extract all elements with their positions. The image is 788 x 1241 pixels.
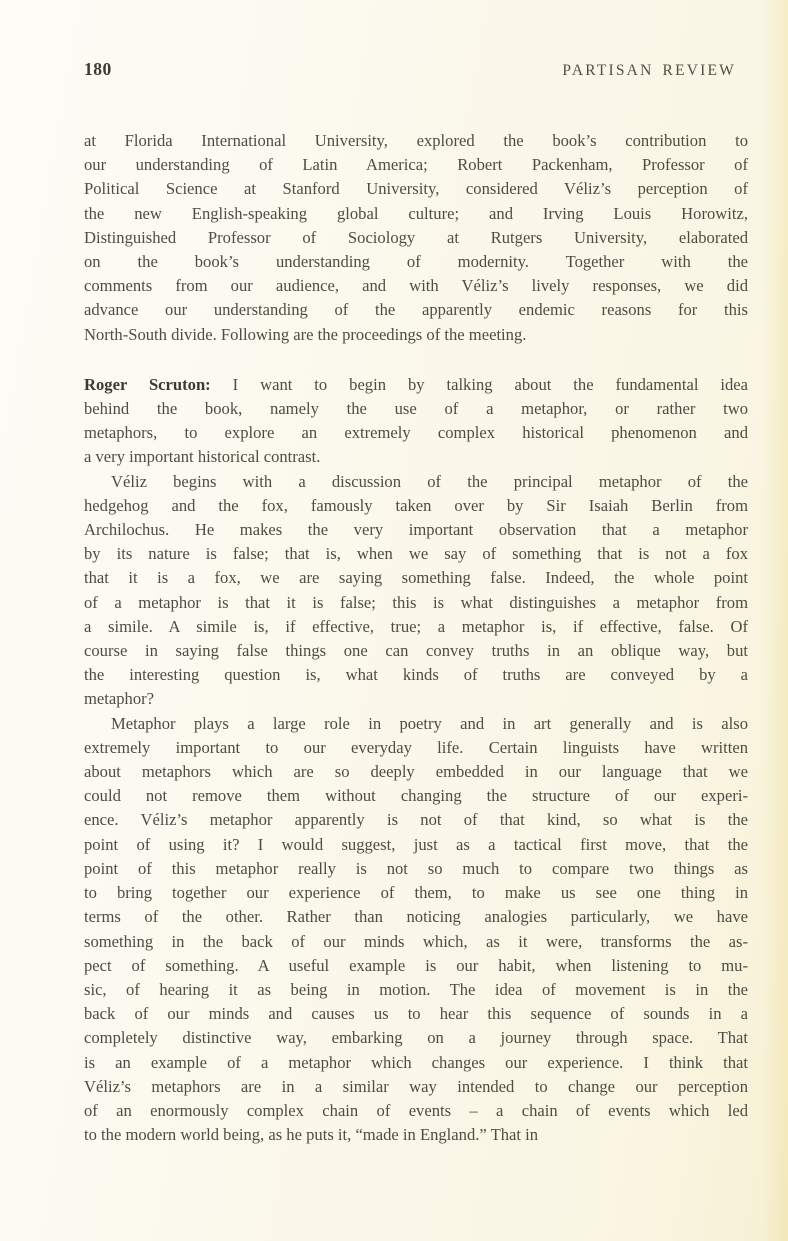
text-line: Archilochus. He makes the very important observation that a metaphor bbox=[84, 520, 748, 540]
text-line: Political Science at Stanford University, considered Véliz’s perception of bbox=[84, 179, 748, 199]
text-line: could not remove them without changing the structure of our experi- bbox=[84, 786, 748, 806]
text-line: back of our minds and causes us to hear this sequence of sounds in a bbox=[84, 1004, 748, 1024]
text-line: sic, of hearing it as being in motion. The idea of movement is in the bbox=[84, 979, 748, 999]
text-line: that it is a fox, we are saying something false. Indeed, the whole point bbox=[84, 568, 748, 588]
text-line: North-South divide. Following are the proceedings of the meeting. bbox=[84, 324, 527, 344]
text-line: of a metaphor is that it is false; this is what distinguishes a metaphor from bbox=[84, 592, 748, 612]
page-text bbox=[84, 129, 748, 1147]
text-line: hedgehog and the fox, famously taken over by Sir Isaiah Berlin from bbox=[84, 495, 748, 515]
page-number: 180 bbox=[84, 59, 112, 79]
text-line: point of this metaphor really is not so much to compare two things as bbox=[84, 858, 748, 878]
text-line: of an enormously complex chain of events – a chain of events which led bbox=[84, 1100, 748, 1120]
page-header bbox=[84, 59, 744, 80]
text-line: course in saying false things one can convey truths in an oblique way, but bbox=[84, 641, 748, 661]
text-line: the new English-speaking global culture; and Irving Louis Horowitz, bbox=[84, 203, 748, 223]
text-line: behind the book, namely the use of a metaphor, or rather two bbox=[84, 399, 748, 419]
text-line: extremely important to our everyday life. Certain linguists have written bbox=[84, 737, 748, 757]
paragraph bbox=[84, 373, 748, 470]
text-line: at Florida International University, explored the book’s contribution to bbox=[84, 131, 748, 150]
text-line: something in the back of our minds which, as it were, transforms the as- bbox=[84, 931, 748, 951]
text-line: Véliz begins with a discussion of the principal metaphor of the bbox=[111, 471, 748, 491]
text-line: a very important historical contrast. bbox=[84, 447, 321, 467]
text-line: comments from our audience, and with Véliz’s lively responses, we did bbox=[84, 276, 748, 296]
text-line: to bring together our experience of them, to make us see one thing in bbox=[84, 883, 748, 903]
text-line: metaphor? bbox=[84, 689, 155, 709]
paragraph bbox=[84, 712, 748, 1148]
text-line: about metaphors which are so deeply embedded in our language that we bbox=[84, 762, 748, 782]
text-line: metaphors, to explore an extremely complex historical phenomenon and bbox=[84, 423, 748, 443]
text-line: point of using it? I would suggest, just as a tactical first move, that the bbox=[84, 834, 748, 854]
paragraph bbox=[84, 129, 748, 347]
text-line: pect of something. A useful example is our habit, when listening to mu- bbox=[84, 955, 748, 975]
text-line: by its nature is false; that is, when we say of something that is not a fox bbox=[84, 544, 748, 564]
text-line: terms of the other. Rather than noticing analogies particularly, we have bbox=[84, 907, 748, 927]
journal-title: PARTISAN REVIEW bbox=[562, 62, 736, 79]
text-line: our understanding of Latin America; Robert Packenham, Professor of bbox=[84, 155, 748, 175]
speaker-name: Roger Scruton: bbox=[84, 374, 211, 394]
text-line: advance our understanding of the apparently endemic reasons for this bbox=[84, 300, 748, 320]
text-line: is an example of a metaphor which changes our experience. I think that bbox=[84, 1052, 748, 1072]
text-line: completely distinctive way, embarking on a journey through space. That bbox=[84, 1028, 748, 1048]
text-line: Roger Scruton: I want to begin by talking about the fundamental idea bbox=[84, 374, 749, 394]
text-line: on the book’s understanding of modernity. Together with the bbox=[84, 252, 748, 272]
text-line: to the modern world being, as he puts it, “made in England.” That in bbox=[84, 1125, 539, 1145]
text-line: a simile. A simile is, if effective, true; a metaphor is, if effective, false. Of bbox=[84, 616, 748, 636]
text-line: the interesting question is, what kinds of truths are conveyed by a bbox=[84, 665, 748, 685]
text-line: Distinguished Professor of Sociology at Rutgers University, elaborated bbox=[84, 227, 748, 247]
paragraph bbox=[84, 470, 748, 712]
text-line: ence. Véliz’s metaphor apparently is not of that kind, so what is the bbox=[84, 810, 748, 830]
text-line: Véliz’s metaphors are in a similar way intended to change our perception bbox=[84, 1076, 748, 1096]
text-line: Metaphor plays a large role in poetry and in art generally and is also bbox=[111, 713, 748, 733]
